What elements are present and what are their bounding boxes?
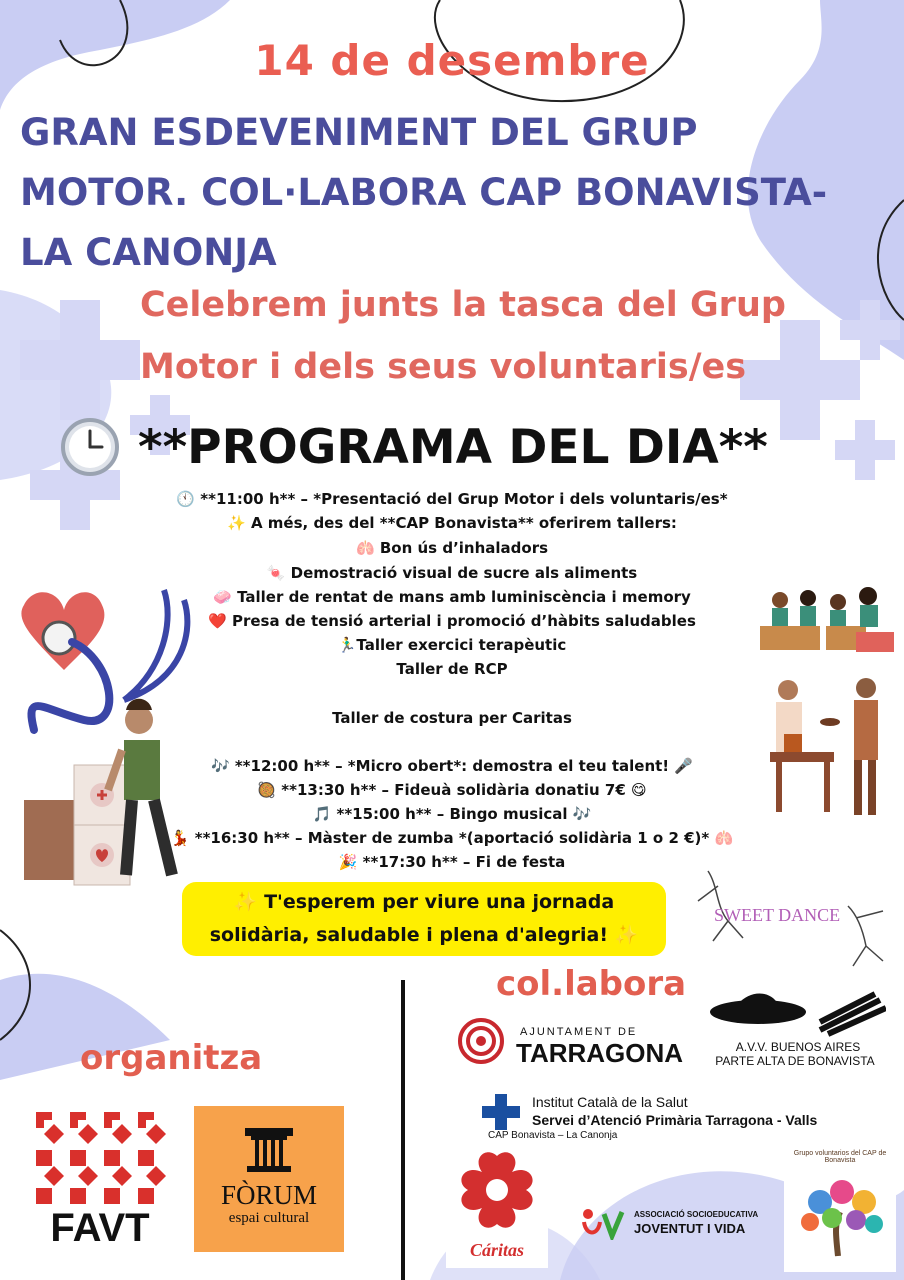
program-title: **PROGRAMA DEL DIA** (138, 419, 768, 475)
avv-buenos-aires-logo (700, 990, 890, 1070)
caritas-text: Cáritas (469, 1240, 525, 1260)
hands-tree-icon (784, 1146, 896, 1272)
program-line: 💃 **16:30 h** – Màster de zumba *(aportació solidària 1 o 2 €)* 🫁 (170, 829, 734, 847)
joventut-big-text: JOVENTUT I VIDA (634, 1221, 746, 1236)
program-header (60, 418, 768, 476)
stethoscope-heart-illustration (14, 580, 214, 900)
joventut-i-vida-logo (576, 1204, 776, 1244)
caritas-cross-icon (456, 1150, 538, 1236)
favt-logo (20, 1102, 180, 1252)
ajuntament-tarragona-logo (458, 1018, 684, 1068)
banner-line-1: ✨ T'esperem per viure una jornada (233, 891, 615, 913)
sweet-dance-logo (688, 866, 894, 976)
program-line: ❤️ Presa de tensió arterial i promoció d’hàbits saludables (208, 612, 696, 630)
program-line: 🍬 Demostració visual de sucre als aliments (266, 564, 638, 582)
joventut-small-text: ASSOCIACIÓ SOCIOEDUCATIVA (634, 1210, 759, 1219)
program-line: 🧼 Taller de rentat de mans amb luminiscència i memory (213, 588, 691, 606)
event-subtitle-line-1: Celebrem junts la tasca del Grup (140, 285, 786, 325)
caritas-logo (446, 1148, 548, 1268)
ajuntament-big-text: TARRAGONA (516, 1038, 684, 1068)
forum-espai-cultural-logo (194, 1106, 344, 1252)
volunteers-sorting-clothes-illustration (760, 580, 896, 656)
favt-pattern-icon (30, 1106, 170, 1210)
clock-icon (60, 417, 120, 477)
volunteer-serving-food-illustration (766, 672, 896, 822)
ajuntament-small-text: AJUNTAMENT DE (520, 1026, 638, 1038)
closing-banner (182, 882, 666, 956)
banner-line-2: solidària, saludable i plena d'alegria! ✨ (209, 924, 639, 946)
event-title-line-1: GRAN ESDEVENIMENT DEL GRUP (20, 111, 698, 154)
joventut-emblem-icon (576, 1206, 626, 1240)
program-line: Taller de costura per Caritas (332, 709, 572, 727)
program-line: 🕚 **11:00 h** – *Presentació del Grup Motor i dels voluntaris/es* (176, 490, 728, 508)
program-line: Taller de RCP (396, 660, 508, 678)
avv-emblem-icon (710, 990, 886, 1038)
event-date: 14 de desembre (254, 36, 650, 85)
program-line: 🏃‍♂️Taller exercici terapèutic (337, 636, 567, 654)
column-icon (243, 1126, 295, 1174)
avv-line-1: A.V.V. BUENOS AIRES (735, 1040, 861, 1054)
forum-big-text: FÒRUM (220, 1180, 318, 1210)
program-line: 🫁 Bon ús d’inhaladors (355, 539, 549, 557)
program-line: 🎵 **15:00 h** – Bingo musical 🎶 (312, 805, 592, 823)
program-line: 🥘 **13:30 h** – Fideuà solidària donatiu 7€ 😋 (257, 781, 647, 799)
event-title-line-3: LA CANONJA (20, 231, 277, 274)
ics-logo (482, 1094, 882, 1146)
divider (401, 980, 405, 1280)
event-title-line-2: MOTOR. COL·LABORA CAP BONAVISTA- (20, 171, 828, 214)
favt-text: FAVT (50, 1206, 150, 1250)
ajuntament-emblem-icon (458, 1018, 504, 1064)
program-line: 🎉 **17:30 h** – Fi de festa (338, 853, 566, 871)
program-line: ✨ A més, des del **CAP Bonavista** oferirem tallers: (227, 514, 677, 532)
ics-cross-icon (482, 1094, 520, 1130)
ics-line-2: Servei d’Atenció Primària Tarragona - Valls (532, 1112, 818, 1128)
sweet-dance-text: SWEET DANCE (714, 905, 841, 925)
voluntaris-arc-text: Grupo voluntarios del CAP de Bonavista (793, 1150, 887, 1164)
avv-line-2: PARTE ALTA DE BONAVISTA (715, 1054, 875, 1068)
organitza-heading: organitza (80, 1038, 263, 1078)
event-subtitle-line-2: Motor i dels seus voluntaris/es (140, 347, 747, 387)
collabora-heading: col.labora (496, 964, 687, 1004)
ics-line-3: CAP Bonavista – La Canonja (488, 1130, 618, 1141)
forum-small-text: espai cultural (228, 1210, 310, 1226)
program-line: 🎶 **12:00 h** – *Micro obert*: demostra el teu talent! 🎤 (210, 757, 694, 775)
ics-line-1: Institut Català de la Salut (532, 1094, 688, 1110)
voluntaris-cap-bonavista-logo (784, 1146, 896, 1272)
